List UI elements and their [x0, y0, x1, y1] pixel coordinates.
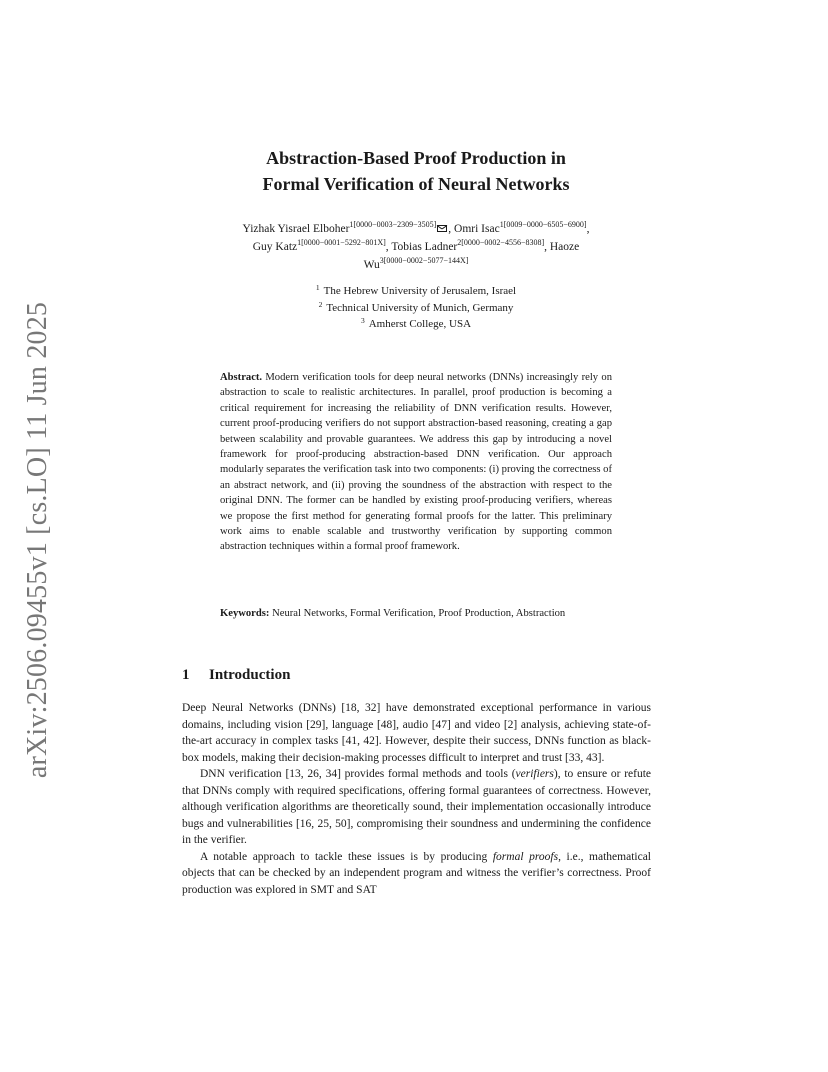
affiliation: [220, 316, 612, 333]
section-number: 1: [182, 667, 190, 683]
affiliations: [220, 283, 612, 333]
title-line-2: Formal Verification of Neural Networks: [262, 174, 570, 194]
abstract-text: Modern verification tools for deep neural networks (DNNs) increasingly rely on abstraction to scale to realistic architectures. In parallel, proof production is becoming a critical requirement for increasing the reliability of DNN verification results. However, current proof-producing verifiers do not support abstraction-based reasoning, creating a gap between scalability and provable guarantees. We address this gap by introducing a novel framework for proof-producing abstraction-based DNN verification. Our approach modularly separates the verification task into two components: (i) proving the correctness of an abstract network, and (ii) proving the soundness of the abstraction with respect to the original DNN. The former can be handled by existing proof-producing verifiers, whereas we propose the first method for generating formal proofs for the latter. This preliminary work aims to enable scalable and trustworthy verification by supporting common abstraction techniques within a formal proof framework.: [220, 372, 613, 553]
affiliation: [220, 283, 612, 300]
affiliation: [220, 300, 612, 317]
author-name: Yizhak Yisrael Elboher: [242, 223, 350, 235]
author-list: [176, 220, 656, 274]
paper-title: [170, 145, 662, 197]
affiliation-number: 3: [360, 316, 365, 325]
author-orcid: 2[0000−0002−4556−8308]: [457, 238, 545, 247]
author-separator: ,: [385, 241, 392, 253]
keywords-text: Neural Networks, Formal Verification, Proof Production, Abstraction: [272, 608, 566, 619]
envelope-icon: [437, 225, 447, 232]
affiliation-text: The Hebrew University of Jerusalem, Israel: [323, 285, 517, 297]
paragraph-text: Deep Neural Networks (DNNs) [18, 32] have demonstrated exceptional performance in various domains, including vision [29], language [48], audio [47] and video [2] analysis, achieving state-of-the-art accuracy in complex tasks [41, 42]. However, despite their success, DNNs function as black-box models, making their decision-making processes difficult to interpret and trust [33, 43].: [182, 702, 651, 764]
author-name: Guy Katz: [252, 241, 298, 253]
title-line-1: Abstraction-Based Proof Production in: [266, 148, 566, 168]
body-paragraph: [182, 849, 651, 899]
affiliation-number: 2: [318, 299, 323, 309]
author-name: Haoze: [549, 241, 580, 253]
author-line-1: [176, 220, 656, 238]
affiliation-number: 1: [315, 283, 320, 292]
arxiv-id-text: arXiv:2506.09455v1 [cs.LO] 11 Jun 2025: [22, 301, 53, 779]
author-name: Tobias Ladner: [391, 241, 458, 253]
paragraph-text: , i.e., mathematical objects that can be checked by an independent program and witness the verifier’s correctness. Proof production was explored in SMT and SAT: [182, 850, 651, 896]
arxiv-identifier-stamp: [14, 300, 62, 780]
keywords-label: Keywords:: [220, 608, 270, 619]
body-paragraph: [182, 766, 651, 849]
author-line-3: [176, 256, 656, 274]
affiliation-text: Amherst College, USA: [368, 318, 472, 330]
author-separator: ,: [544, 241, 550, 253]
paragraph-text: A notable approach to tackle these issues is by producing: [200, 850, 493, 863]
abstract-label: Abstract.: [220, 372, 263, 383]
author-orcid: 1[0000−0003−2309−3505]: [349, 220, 437, 229]
introduction-body: [182, 700, 651, 898]
author-separator: ,: [586, 223, 590, 235]
section-title-text: Introduction: [209, 667, 291, 683]
keywords: [220, 606, 612, 621]
author-name: Wu: [363, 259, 380, 271]
affiliation-text: Technical University of Munich, Germany: [326, 301, 514, 314]
paragraph-text: DNN verification [13, 26, 34] provides formal methods and tools (: [200, 768, 516, 780]
body-paragraph: [182, 700, 651, 766]
author-orcid: 1[0000−0001−5292−801X]: [297, 238, 386, 247]
author-orcid: 3[0000−0002−5077−144X]: [379, 256, 469, 265]
emphasis-text: formal proofs: [492, 850, 559, 863]
paragraph-text: ), to ensure or refute that DNNs comply with required specifications, offering formal guarantees of correctness. However, although verification algorithms are theoretically sound, their implementation occasionally introduce bugs and vulnerabilities [16, 25, 50], compromising their soundness and undermining the confidence in the verifier.: [182, 768, 652, 846]
author-orcid: 1[0009−0000−6505−6900]: [499, 220, 587, 229]
author-name: Omri Isac: [454, 223, 500, 235]
section-heading: [182, 665, 290, 685]
author-separator: ,: [448, 223, 455, 235]
abstract: [220, 370, 612, 555]
emphasis-text: verifiers: [515, 768, 554, 780]
author-line-2: [176, 238, 656, 256]
